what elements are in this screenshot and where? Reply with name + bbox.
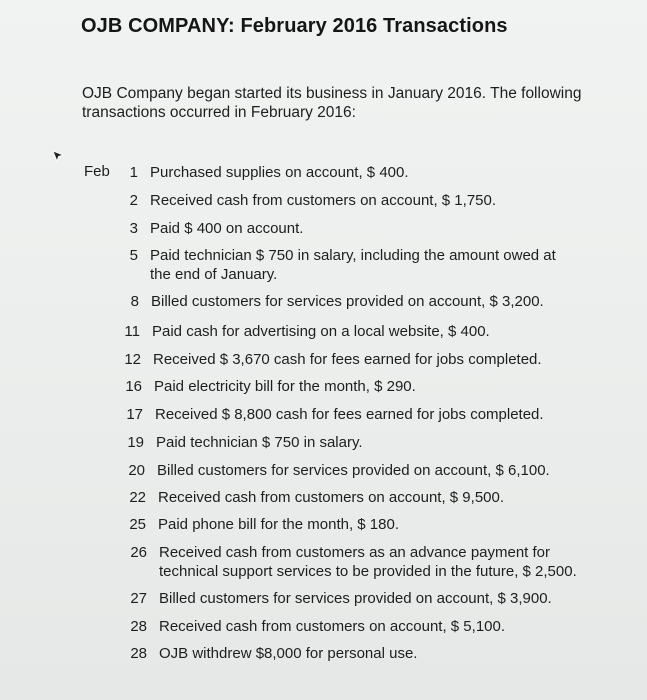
transaction-description: Paid $ 400 on account. bbox=[150, 220, 304, 237]
transaction-day: 22 bbox=[129, 489, 146, 506]
transaction-day: 5 bbox=[129, 247, 138, 264]
transaction-description: Paid technician $ 750 in salary, including the amount owed at the end of January. bbox=[150, 247, 556, 283]
transaction-description: OJB withdrew $8,000 for personal use. bbox=[159, 645, 418, 662]
mouse-cursor-icon bbox=[52, 150, 64, 164]
transaction-day: 28 bbox=[130, 618, 147, 635]
transaction-day: 20 bbox=[128, 462, 145, 479]
transaction-day: 11 bbox=[124, 323, 140, 340]
transaction-description: Received $ 3,670 cash for fees earned for jobs completed. bbox=[153, 351, 542, 368]
transaction-day: 19 bbox=[127, 434, 144, 451]
transaction-day: 25 bbox=[129, 516, 146, 533]
transaction-description: Billed customers for services provided on account, $ 3,900. bbox=[159, 590, 552, 607]
transaction-description: Purchased supplies on account, $ 400. bbox=[150, 164, 409, 181]
transaction-day: 28 bbox=[130, 645, 147, 662]
transaction-day: 1 bbox=[129, 164, 138, 181]
transaction-day: 2 bbox=[129, 192, 138, 209]
intro-paragraph: OJB Company began started its business in January 2016. The following transactions occurred in February 2016: bbox=[82, 85, 582, 121]
transaction-description: Received cash from customers on account, $ 9,500. bbox=[158, 489, 505, 506]
transaction-description: Paid cash for advertising on a local website, $ 400. bbox=[152, 323, 490, 340]
transaction-description: Billed customers for services provided on account, $ 6,100. bbox=[157, 462, 550, 479]
transaction-description: Paid technician $ 750 in salary. bbox=[156, 434, 363, 451]
transaction-day: 3 bbox=[129, 220, 138, 237]
transaction-description: Received cash from customers as an advance payment for technical support services to be provided in the future, $ 2,500. bbox=[159, 544, 577, 580]
transaction-day: 27 bbox=[130, 590, 147, 607]
transaction-day: 26 bbox=[130, 544, 147, 561]
transaction-day: 12 bbox=[124, 351, 141, 368]
transaction-description: Paid electricity bill for the month, $ 290. bbox=[154, 378, 416, 395]
transaction-day: 17 bbox=[126, 406, 143, 423]
transaction-day: 8 bbox=[130, 293, 139, 310]
transaction-description: Billed customers for services provided on account, $ 3,200. bbox=[151, 293, 544, 310]
month-label: Feb bbox=[84, 163, 110, 180]
transaction-day: 16 bbox=[125, 378, 142, 395]
transaction-description: Received cash from customers on account, $ 5,100. bbox=[159, 618, 506, 635]
page-title: OJB COMPANY: February 2016 Transactions bbox=[81, 15, 508, 37]
transaction-description: Received $ 8,800 cash for fees earned for jobs completed. bbox=[155, 406, 544, 423]
transaction-description: Paid phone bill for the month, $ 180. bbox=[158, 516, 399, 533]
transaction-description: Received cash from customers on account, $ 1,750. bbox=[150, 192, 497, 209]
